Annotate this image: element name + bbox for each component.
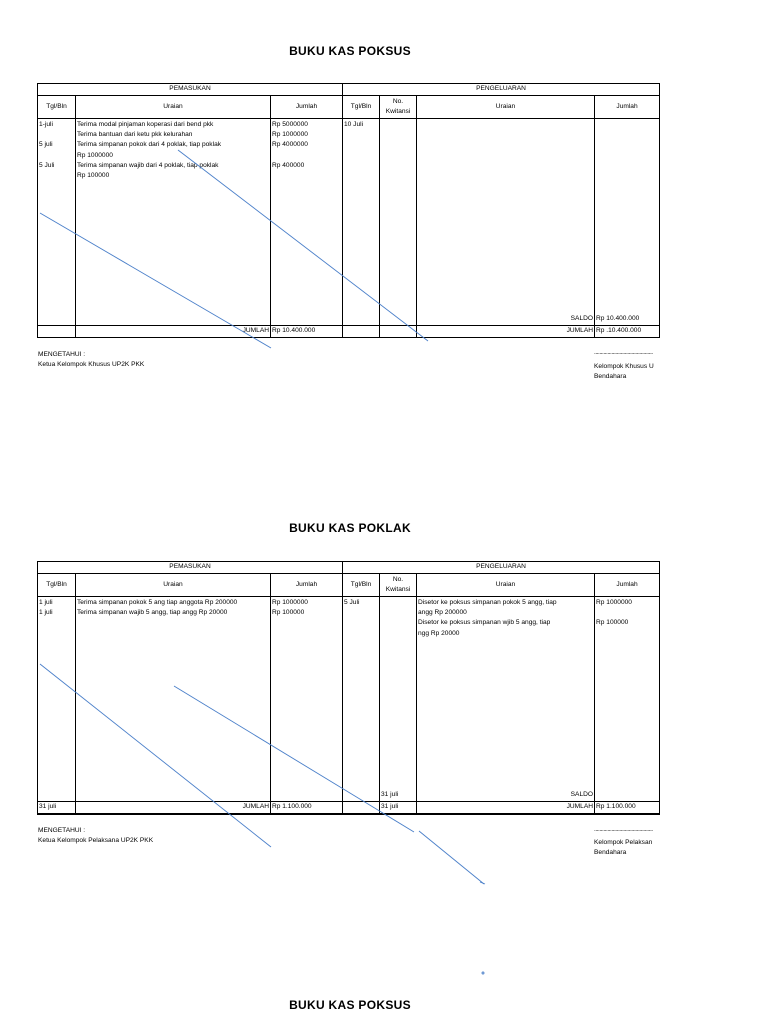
- in-uraian-entry: Terima simpanan wajib dari 4 poklak, tiap poklak: [77, 161, 219, 169]
- in-uraian-header: Uraian: [76, 574, 271, 597]
- out-no-cell: [380, 119, 417, 326]
- in-tgl-entry: 5 juli: [39, 141, 53, 149]
- in-jumlah-entry: Rp 1000000: [272, 599, 308, 606]
- out-total-value: Rp .10.400.000: [595, 326, 660, 338]
- ledger-table-poklak: [37, 561, 660, 815]
- out-uraian-header: Uraian: [417, 574, 595, 597]
- in-tgl-header: Tgl/Bln: [38, 96, 76, 119]
- sheet1-right-signature: [594, 362, 660, 382]
- mengetahui-label: MENGETAHUI :: [38, 827, 86, 834]
- out-uraian-header: Uraian: [417, 96, 595, 119]
- out-uraian-entry: Disetor ke poksus simpanan pokok 5 angg, tiap: [418, 599, 557, 606]
- in-uraian-cell: [76, 119, 271, 326]
- out-total-tgl: [343, 326, 380, 338]
- in-jumlah-cell: [271, 119, 343, 326]
- out-jumlah-entry: [596, 608, 658, 618]
- out-no-header: No. Kwitansi: [380, 574, 417, 597]
- in-tgl-entry: [39, 130, 74, 140]
- out-jumlah-cell: [595, 119, 660, 326]
- sheet2-right-signature: [594, 838, 660, 858]
- pemasukan-header: PEMASUKAN: [38, 562, 343, 574]
- out-total-no: [380, 326, 417, 338]
- sheet2-left-signature: [38, 826, 153, 846]
- saldo-label: SALDO: [570, 790, 594, 798]
- out-jumlah-header: Jumlah: [595, 574, 660, 597]
- left-signatory: Ketua Kelompok Khusus UP2K PKK: [38, 361, 145, 369]
- in-jumlah-entry: Rp 4000000: [272, 141, 308, 149]
- in-tgl-entry: 1-juli: [39, 121, 53, 128]
- saldo-value: Rp 10.400.000: [596, 314, 640, 322]
- in-tgl-entry: 1 juli: [39, 609, 53, 617]
- saldo-label: SALDO: [570, 314, 594, 322]
- in-jumlah-entry: Rp 1000000: [272, 131, 308, 139]
- in-uraian-entry: Terima simpanan pokok dari 4 poklak, tiap poklak: [77, 141, 222, 149]
- sheet1-title: BUKU KAS POKSUS: [289, 44, 411, 58]
- in-jumlah-entry: Rp 100000: [272, 609, 305, 617]
- out-tgl-entry: 10 Juli: [344, 121, 364, 128]
- out-tgl-cell: [343, 119, 380, 326]
- sheet1-signature-line: ............................................: [594, 349, 653, 356]
- out-tgl-entry: 5 Juli: [344, 599, 360, 606]
- ledger-table-poksus: [37, 83, 660, 338]
- out-uraian-entry: angg Rp 200000: [418, 609, 467, 617]
- in-uraian-entry: Terima simpanan pokok 5 ang tiap anggota Rp 200000: [77, 599, 238, 606]
- in-uraian-cell: [76, 597, 271, 802]
- in-uraian-entry: Terima bantuan dari ketu pkk kelurahan: [77, 131, 193, 139]
- out-tgl-cell: [343, 597, 380, 802]
- out-jumlah-label: JUMLAH: [417, 802, 595, 814]
- in-jumlah-entry: [272, 151, 341, 161]
- in-uraian-header: Uraian: [76, 96, 271, 119]
- in-jumlah-entry: Rp 400000: [272, 161, 305, 169]
- annotation-line: [419, 831, 484, 884]
- sheet2-title: BUKU KAS POKLAK: [289, 521, 411, 535]
- right-signatory: Kelompok Pelaksan: [594, 839, 653, 846]
- out-jumlah-header: Jumlah: [595, 96, 660, 119]
- out-tgl-header: Tgl/Bln: [343, 96, 380, 119]
- in-uraian-entry: Rp 1000000: [77, 151, 113, 159]
- in-tgl-header: Tgl/Bln: [38, 574, 76, 597]
- in-tgl-entry: 5 Juli: [39, 161, 55, 169]
- left-signatory: Ketua Kelompok Pelaksana UP2K PKK: [38, 837, 154, 845]
- out-total-value: Rp 1.100.000: [595, 802, 660, 814]
- in-tgl-cell: [38, 597, 76, 802]
- saldo-no-entry: 31 juli: [381, 790, 399, 798]
- in-tgl-cell: [38, 119, 76, 326]
- annotation-line: [480, 882, 485, 884]
- annotation-dot: [482, 972, 484, 974]
- sheet1-left-signature: [38, 350, 144, 370]
- out-uraian-entry: Disetor ke poksus simpanan wjib 5 angg, tiap: [418, 619, 551, 627]
- out-uraian-cell: [417, 119, 595, 326]
- in-total-tgl: 31 juli: [38, 802, 76, 814]
- pemasukan-header: PEMASUKAN: [38, 84, 343, 96]
- out-total-no: 31 juli: [380, 802, 417, 814]
- in-uraian-entry: Terima modal pinjaman koperasi dari bend pkk: [77, 121, 214, 128]
- in-total-value: Rp 1.100.000: [271, 802, 343, 814]
- out-tgl-header: Tgl/Bln: [343, 574, 380, 597]
- out-jumlah-entry: Rp 1000000: [596, 599, 632, 606]
- pengeluaran-header: PENGELUARAN: [343, 84, 660, 96]
- out-uraian-entry: ngg Rp 20000: [418, 629, 460, 637]
- in-tgl-entry: [39, 151, 74, 161]
- out-total-tgl: [343, 802, 380, 814]
- in-jumlah-header: Jumlah: [271, 96, 343, 119]
- out-jumlah-label: JUMLAH: [417, 326, 595, 338]
- out-jumlah-cell: [595, 597, 660, 802]
- out-uraian-cell: [417, 597, 595, 802]
- in-tgl-entry: 1 juli: [39, 599, 53, 606]
- mengetahui-label: MENGETAHUI :: [38, 351, 86, 358]
- right-role: Bendahara: [594, 849, 627, 857]
- sheet2-signature-line: ............................................: [594, 826, 653, 833]
- in-uraian-entry: Rp 100000: [77, 172, 110, 180]
- in-total-tgl: [38, 326, 76, 338]
- out-jumlah-entry: Rp 100000: [596, 619, 629, 627]
- in-jumlah-entry: Rp 5000000: [272, 121, 308, 128]
- sheet3-title: BUKU KAS POKSUS: [289, 998, 411, 1012]
- out-no-cell: [380, 597, 417, 802]
- in-uraian-entry: Terima simpanan wajib 5 angg, tiap angg Rp 20000: [77, 609, 228, 617]
- in-jumlah-cell: [271, 597, 343, 802]
- pengeluaran-header: PENGELUARAN: [343, 562, 660, 574]
- in-total-value: Rp 10.400.000: [271, 326, 343, 338]
- out-no-header: No. Kwitansi: [380, 96, 417, 119]
- in-jumlah-header: Jumlah: [271, 574, 343, 597]
- right-role: Bendahara: [594, 373, 627, 381]
- in-jumlah-label: JUMLAH: [76, 802, 271, 814]
- right-signatory: Kelompok Khusus U: [594, 363, 654, 370]
- in-jumlah-label: JUMLAH: [76, 326, 271, 338]
